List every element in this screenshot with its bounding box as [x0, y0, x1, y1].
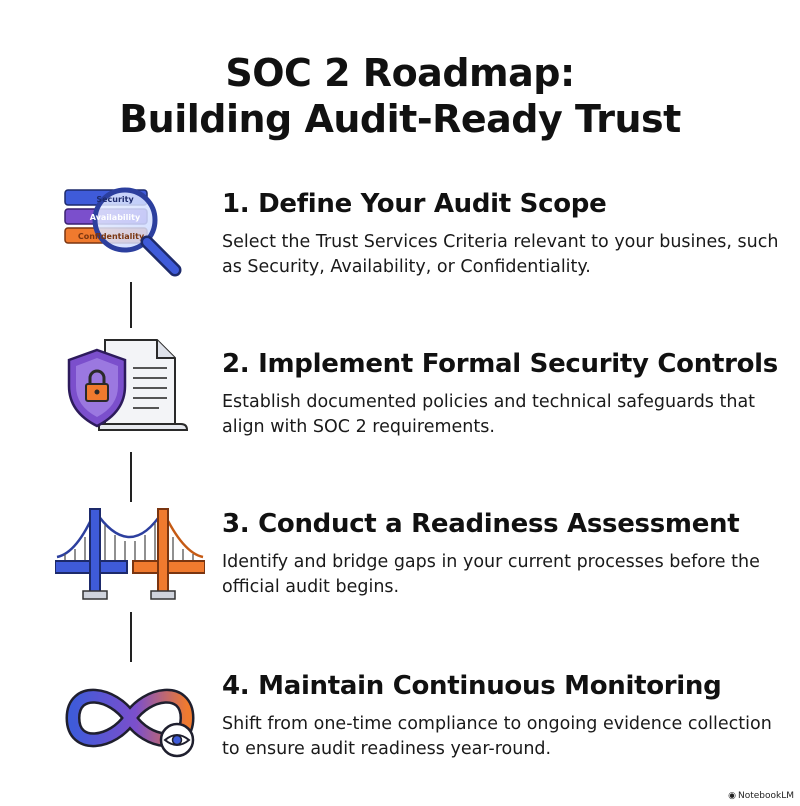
- brand-watermark: [728, 791, 794, 801]
- page-title: [0, 50, 800, 142]
- criteria-label-security: Security: [96, 195, 134, 204]
- title-line-2: Building Audit-Ready Trust: [119, 97, 681, 141]
- magnifier-criteria-icon: [55, 178, 205, 288]
- connector-line-1: [130, 282, 132, 328]
- infinity-eye-icon: [55, 668, 205, 778]
- step-3-title: 3. Conduct a Readiness Assessment: [222, 509, 740, 539]
- step-3-description: Identify and bridge gaps in your current processes before the official audit begins.: [222, 552, 760, 597]
- criteria-label-confidentiality: Confidentiality: [77, 232, 145, 241]
- bridge-icon: [55, 505, 205, 615]
- shield-lock-document-icon: [55, 332, 205, 442]
- step-1-title: 1. Define Your Audit Scope: [222, 189, 607, 219]
- connector-line-3: [130, 612, 132, 662]
- step-4-description: Shift from one-time compliance to ongoing evidence collection to ensure audit readiness year-round.: [222, 714, 772, 759]
- criteria-label-availability: Availability: [89, 213, 141, 222]
- brand-label: NotebookLM: [737, 791, 794, 801]
- step-2-description: Establish documented policies and technical safeguards that align with SOC 2 requirements.: [222, 392, 756, 437]
- step-4-title: 4. Maintain Continuous Monitoring: [222, 671, 722, 701]
- title-line-1: SOC 2 Roadmap:: [225, 51, 575, 95]
- connector-line-2: [130, 452, 132, 502]
- step-2-title: 2. Implement Formal Security Controls: [222, 349, 778, 379]
- notebook-logo-icon: ◉: [728, 791, 736, 801]
- step-1-description: Select the Trust Services Criteria relevant to your busines, such as Security, Availability, or Confidentiality.: [222, 232, 779, 277]
